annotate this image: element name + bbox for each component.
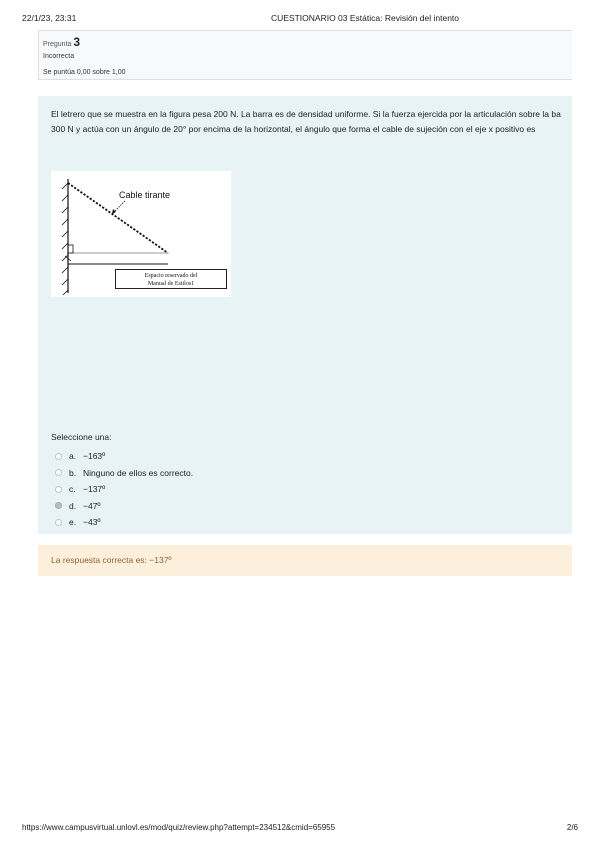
print-footer <box>22 823 578 835</box>
option-text: −137º <box>83 484 106 495</box>
option-a[interactable] <box>55 448 193 465</box>
page-number: 2/6 <box>566 823 578 832</box>
option-letter: e. <box>69 517 77 528</box>
option-letter: d. <box>69 500 77 511</box>
figure-credit <box>115 269 227 289</box>
radio-a[interactable] <box>55 453 62 460</box>
option-text: Ninguno de ellos es correcto. <box>83 467 194 478</box>
figure-credit-line-1: Espacio reservado del <box>144 273 198 279</box>
option-text: −43º <box>83 517 101 528</box>
question-text-line-1: El letrero que se muestra en la figura pesa 200 N. La barra es de densidad uniforme. Si la fuerza ejercida por la articulación sobre la ba <box>51 109 561 119</box>
question-state: Incorrecta <box>43 53 75 60</box>
question-number-value: 3 <box>73 35 81 49</box>
option-b[interactable] <box>55 465 193 482</box>
question-info-box <box>38 30 572 80</box>
wall-hatching <box>62 183 68 295</box>
correct-answer-text: La respuesta correcta es: −137º <box>51 555 172 565</box>
answer-options <box>55 448 193 531</box>
option-e[interactable] <box>55 514 193 531</box>
question-text <box>51 107 572 137</box>
radio-e[interactable] <box>55 519 62 526</box>
angle-marker <box>68 245 73 253</box>
option-letter: b. <box>69 467 77 478</box>
option-letter: c. <box>69 484 76 495</box>
option-text: −47º <box>83 500 101 511</box>
option-d[interactable] <box>55 498 193 515</box>
figure-credit-line-2: Manual de Estilos1 <box>147 281 195 287</box>
print-date: 22/1/23, 23:31 <box>22 13 77 23</box>
print-title: CUESTIONARIO 03 Estática: Revisión del intento <box>271 13 460 23</box>
question-figure <box>51 171 231 297</box>
feedback-box <box>38 545 572 576</box>
radio-c[interactable] <box>55 486 62 493</box>
radio-d-selected[interactable] <box>55 502 62 509</box>
question-number <box>43 35 80 49</box>
print-header <box>22 13 578 25</box>
answer-prompt: Seleccione una: <box>51 432 112 442</box>
option-text: −163º <box>83 451 106 462</box>
pointer-arrowhead <box>112 209 116 214</box>
question-grade: Se puntúa 0,00 sobre 1,00 <box>43 69 126 76</box>
question-content <box>38 96 572 534</box>
option-letter: a. <box>69 451 77 462</box>
option-c[interactable] <box>55 481 193 498</box>
radio-b[interactable] <box>55 469 62 476</box>
question-text-line-2: 300 N y actúa con un ángulo de 20° por encima de la horizontal, el ángulo que forma el cable de sujeción con el eje x positivo es <box>51 124 536 134</box>
question-label: Pregunta <box>43 41 72 48</box>
cable-label: Cable tirante <box>119 190 171 200</box>
print-url: https://www.campusvirtual.unlovl.es/mod/quiz/review.php?attempt=234512&cmid=65955 <box>22 823 336 832</box>
